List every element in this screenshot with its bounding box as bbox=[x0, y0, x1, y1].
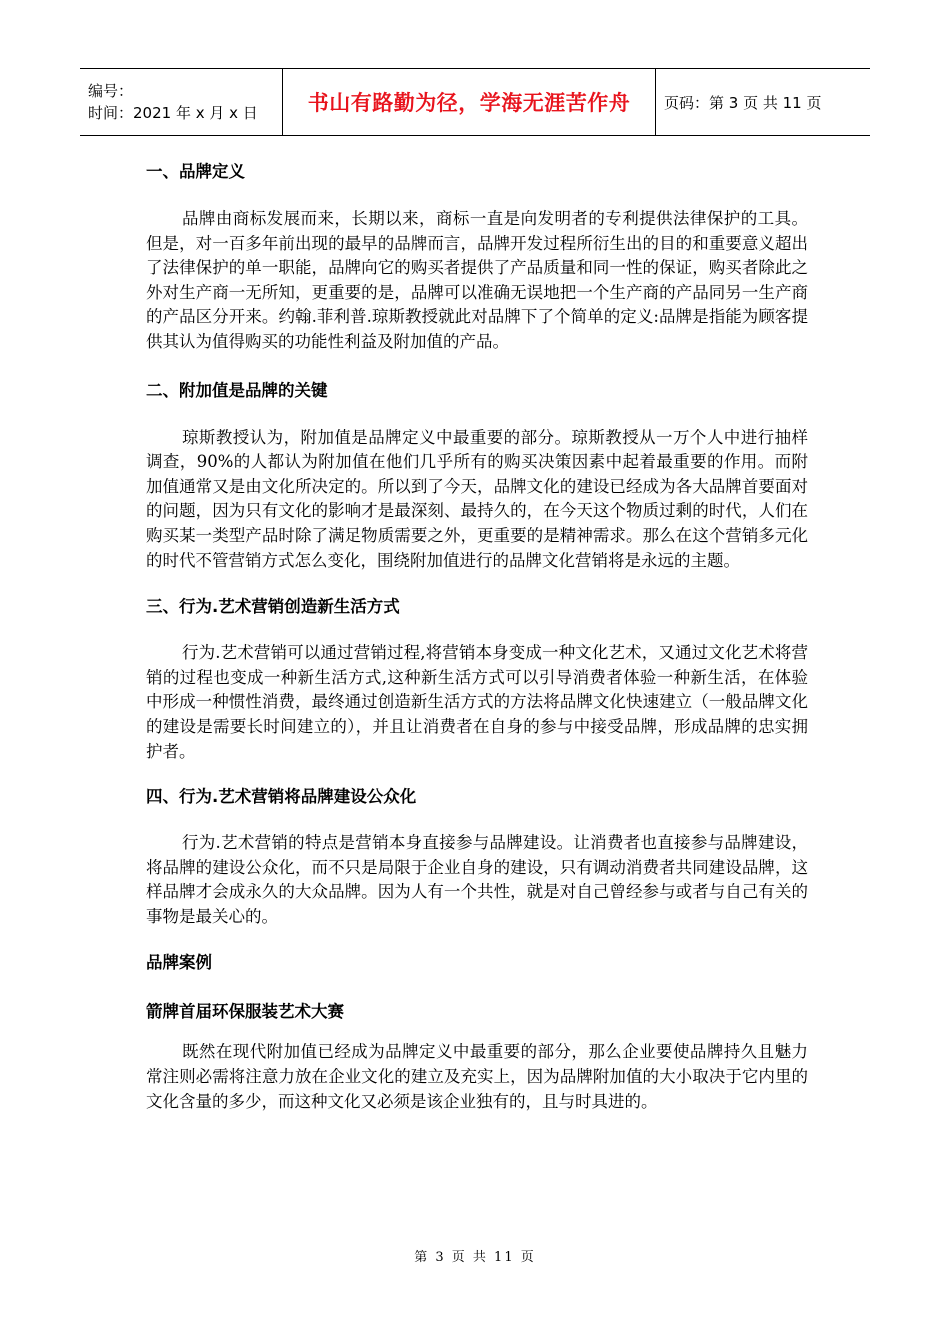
case-heading: 品牌案例 bbox=[146, 953, 212, 973]
case-title: 箭牌首届环保服装艺术大赛 bbox=[146, 1002, 344, 1022]
case-paragraph: 既然在现代附加值已经成为品牌定义中最重要的部分，那么企业要使品牌持久且魅力常注则必需将注意力放在企业文化的建立及充实上，因为品牌附加值的大小取决于它内里的文化含量的多少，而这种文化又必须是该企业独有的，且与时具进的。 bbox=[146, 1042, 808, 1111]
section-paragraph: 琼斯教授认为，附加值是品牌定义中最重要的部分。琼斯教授从一万个人中进行抽样调查，90%的人都认为附加值在他们几乎所有的购买决策因素中起着最重要的作用。而附加值通常又是由文化所决定的。所以到了今天，品牌文化的建设已经成为各大品牌首要面对的问题，因为只有文化的影响才是最深刻、最持久的，在今天这个物质过剩的时代，人们在购买某一类型产品时除了满足物质需要之外，更重要的是精神需求。那么在这个营销多元化的时代不管营销方式怎么变化，围绕附加值进行的品牌文化营销将是永远的主题。 bbox=[146, 427, 808, 570]
section-paragraph: 品牌由商标发展而来，长期以来，商标一直是向发明者的专利提供法律保护的工具。但是，对一百多年前出现的最早的品牌而言，品牌开发过程所衍生出的目的和重要意义超出了法律保护的单一职能，品牌向它的购买者提供了产品质量和同一性的保证，购买者除此之外对生产商一无所知，更重要的是，品牌可以准确无误地把一个生产商的产品同另一生产商的产品区分开来。约翰.菲利普.琼斯教授就此对品牌下了个简单的定义:品牌是指能为顾客提供其认为值得购买的功能性利益及附加值的产品。 bbox=[146, 209, 808, 351]
section-heading: 一、品牌定义 bbox=[146, 162, 245, 181]
section-heading: 三、行为.艺术营销创造新生活方式 bbox=[146, 597, 400, 617]
section-heading: 二、附加值是品牌的关键 bbox=[146, 380, 328, 400]
header-page-info: 页码：第 3 页 共 11 页 bbox=[664, 93, 822, 112]
section-paragraph: 行为.艺术营销的特点是营销本身直接参与品牌建设。让消费者也直接参与品牌建设，将品牌的建设公众化，而不只是局限于企业自身的建设，只有调动消费者共同建设品牌，这样品牌才会成永久的大众品牌。因为人有一个共性，就是对自己曾经参与或者与自己有关的事物是最关心的。 bbox=[146, 833, 808, 926]
section-paragraph: 行为.艺术营销可以通过营销过程,将营销本身变成一种文化艺术，又通过文化艺术将营销的过程也变成一种新生活方式,这种新生活方式可以引导消费者体验一种新生活，在体验中形成一种惯性消费，最终通过创造新生活方式的方法将品牌文化快速建立（一般品牌文化的建设是需要长时间建立的），并且让消费者在自身的参与中接受品牌，形成品牌的忠实拥护者。 bbox=[146, 643, 808, 761]
header-motto-cell bbox=[282, 69, 656, 135]
document-body bbox=[146, 156, 808, 1114]
header-motto: 书山有路勤为径，学海无涯苦作舟 bbox=[307, 91, 631, 115]
page-footer: 第 3 页 共 11 页 bbox=[414, 1250, 536, 1265]
header-page-cell bbox=[656, 69, 870, 135]
document-date: 时间：2021 年 x 月 x 日 bbox=[88, 104, 258, 122]
section-heading: 四、行为.艺术营销将品牌建设公众化 bbox=[146, 787, 417, 807]
document-number-label: 编号： bbox=[88, 82, 134, 100]
page-header bbox=[80, 68, 870, 136]
header-meta bbox=[80, 69, 282, 135]
